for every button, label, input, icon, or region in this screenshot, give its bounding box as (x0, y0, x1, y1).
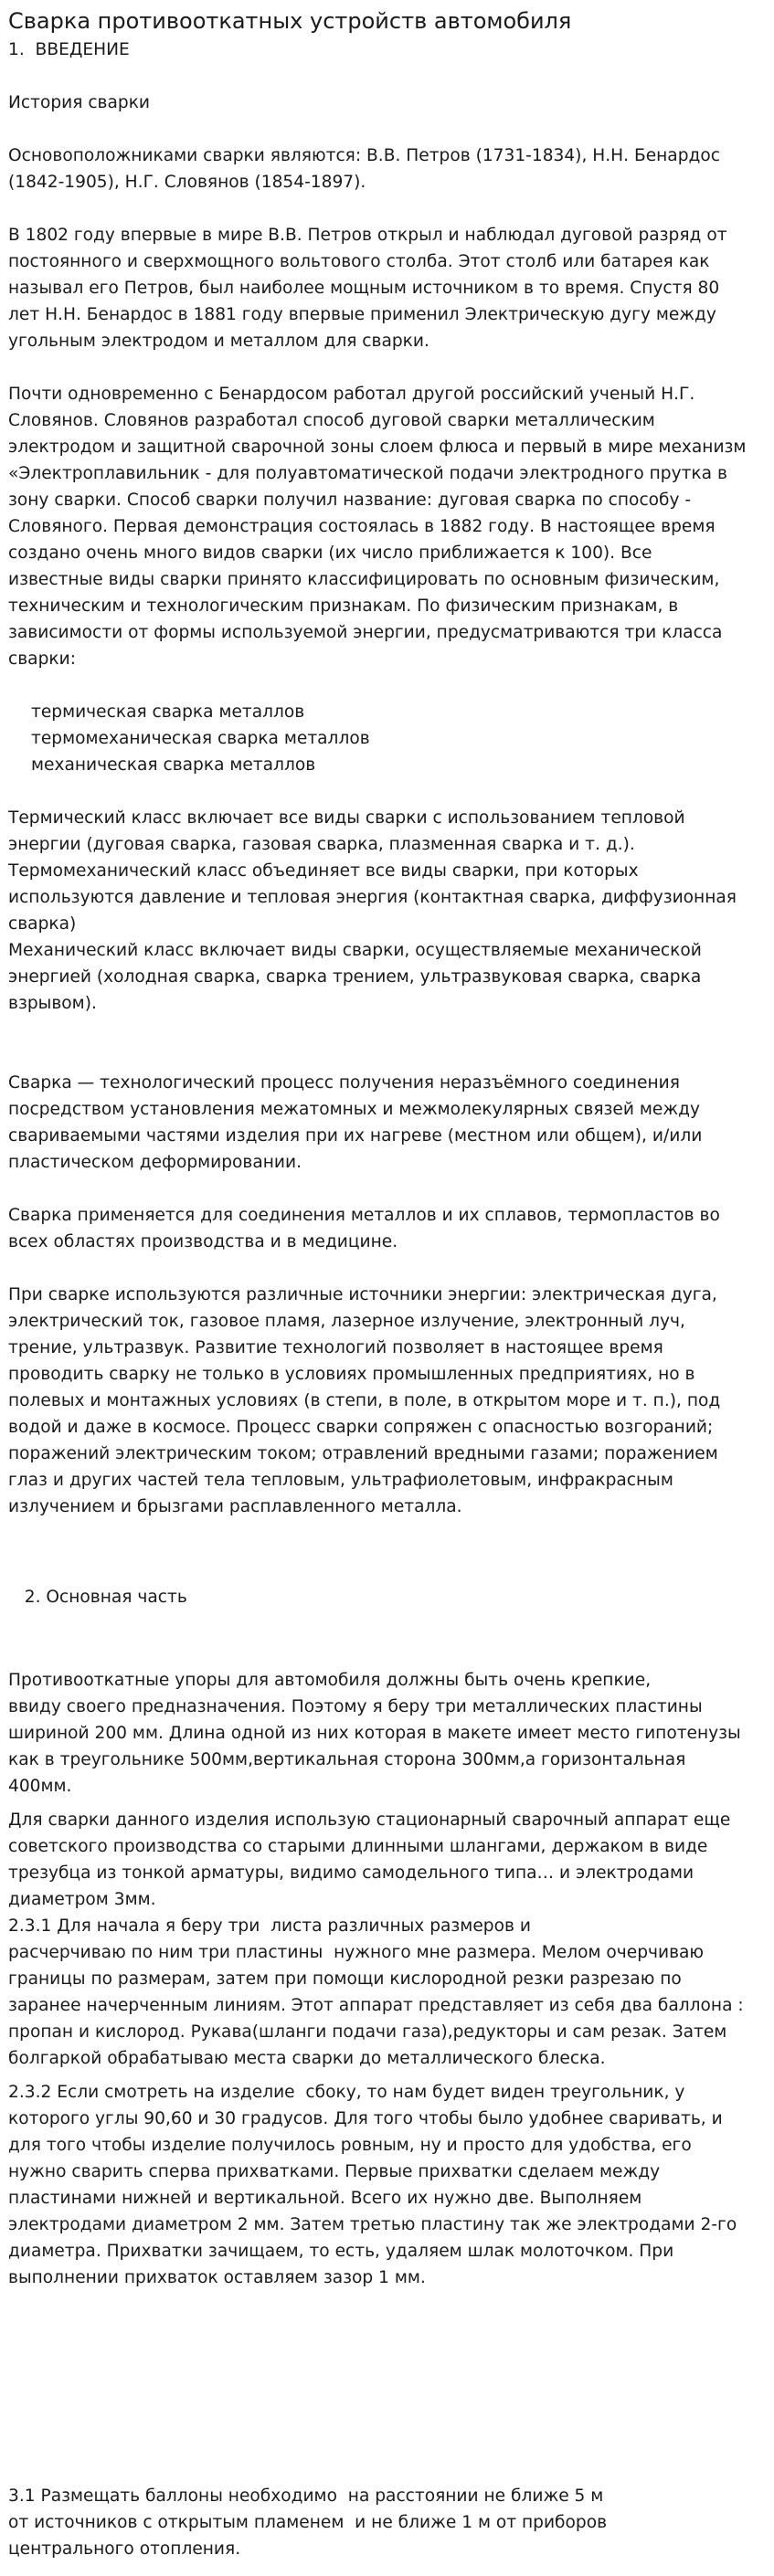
subheading-history: История сварки (8, 93, 151, 112)
list-item: термическая сварка металлов (31, 702, 305, 722)
paragraph-application: Сварка применяется для соединения металлов и их сплавов, термопластов во всех областях производства и в медицине. (8, 1206, 720, 1251)
section-heading-main: 2. Основная часть (8, 1588, 187, 1607)
paragraph-equipment: Для сварки данного изделия использую стационарный сварочный аппарат еще советского производства со старыми длинными шлангами, держаком в виде трезубца из тонкой арматуры, видимо самодельного типа… и электродами диаметром 3мм. 2.3.1 Для начала я беру три листа различных размеров и расчерчиваю по ним три пластины нужного мне размера. Мелом очерчиваю границы по размерам, затем при помощи кислородной резки разрезаю по заранее начерченным линиям. Этот аппарат представляет из себя два баллона : пропан и кислород. Рукава(шланги подачи газа),редукторы и сам резак. Затем болгаркой обрабатываю места сварки до металлического блеска. (8, 1811, 744, 2068)
paragraph-petrov: В 1802 году впервые в мире В.В. Петров открыл и наблюдал дуговой разряд от постоянного и сверхмощного вольтового столба. Этот столб или батарея как называл его Петров, был наиболее мощным источником в то время. Спустя 80 лет Н.Н. Бенардос в 1881 году впервые применил Электрическую дугу между угольным электродом и металлом для сварки. (8, 226, 727, 351)
welding-classes-list (8, 699, 769, 778)
page-title: Сварка противооткатных устройств автомобиля (8, 8, 572, 34)
paragraph-anti-rollback: Противооткатные упоры для автомобиля должны быть очень крепкие, ввиду своего предназначения. Поэтому я беру три металлических пластины шириной 200 мм. Длина одной из них которая в макете имеет место гипотенузы как в треугольнике 500мм,вертикальная сторона 300мм,а горизонтальная 400мм. (8, 1671, 741, 1796)
paragraph-slavyanov: Почти одновременно с Бенардосом работал другой российский ученый Н.Г. Словянов. Словянов разработал способ дуговой сварки металлическим электродом и защитной сварочной зоны слоем флюса и первый в мире механизм «Электроплавильник - для полуавтоматической подачи электродного прутка в зону сварки. Способ сварки получил название: дуговая сварка по способу - Словяного. Первая демонстрация состоялась в 1882 году. В настоящее время создано очень много видов сварки (их число приближается к 100). Все известные виды сварки принято классифицировать по основным физическим, техническим и технологическим признакам. По физическим признакам, в зависимости от формы используемой энергии, предусматриваются три класса сварки: (8, 385, 747, 669)
paragraph-definition: Сварка — технологический процесс получения неразъёмного соединения посредством установления межатомных и межмолекулярных связей между свариваемыми частями изделия при их нагреве (местном или общем), и/или пластическом деформировании. (8, 1073, 703, 1172)
paragraph-founders: Основоположниками сварки являются: В.В. Петров (1731-1834), Н.Н. Бенардос (1842-1905), Н.Г. Словянов (1854-1897). (8, 146, 720, 192)
paragraph-class-description: Термический класс включает все виды сварки с использованием тепловой энергии (дуговая сварка, газовая сварка, плазменная сварка и т. д.). Термомеханический класс объединяет все виды сварки, при которых используются давление и тепловая энергия (контактная сварка, диффузионная сварка) Механический класс включает виды сварки, осуществляемые механической энергией (холодная сварка, сварка трением, ультразвуковая сварка, сварка взрывом). (8, 808, 737, 1013)
list-item: механическая сварка металлов (31, 755, 316, 775)
paragraph-energy-sources: При сварке используются различные источники энергии: электрическая дуга, электрический ток, газовое пламя, лазерное излучение, электронный луч, трение, ультразвук. Развитие технологий позволяет в настоящее время проводить сварку не только в условиях промышленных предприятиях, но в полевых и монтажных условиях (в степи, в поле, в открытом море и т. п.), под водой и даже в космосе. Процесс сварки сопряжен с опасностью возгораний; поражений электрическим током; отравлений вредными газами; поражением глаз и других частей тела тепловым, ультрафиолетовым, инфракрасным излучением и брызгами расплавленного металла. (8, 1285, 721, 1516)
section-heading-intro: 1. ВВЕДЕНИЕ (8, 40, 130, 59)
paragraph-cylinder-placement: 3.1 Размещать баллоны необходимо на расстоянии не ближе 5 м от источников с открытым пламенем и не ближе 1 м от приборов центрального отопления. (8, 2486, 608, 2559)
paragraph-tack-welding: 2.3.2 Если смотреть на изделие сбоку, то нам будет виден треугольник, у которого углы 90,60 и 30 градусов. Для того чтобы было удобнее сваривать, и для того чтобы изделие получилось ровным, ну и просто для удобства, его нужно сварить сперва прихватками. Первые прихватки сделаем между пластинами нижней и вертикальной. Всего их нужно две. Выполняем электродами диаметром 2 мм. Затем третью пластину так же электродами 2-го диаметра. Прихватки зачищаем, то есть, удаляем шлак молоточком. При выполнении прихваток оставляем зазор 1 мм. (8, 2083, 737, 2287)
list-item: термомеханическая сварка металлов (31, 729, 370, 748)
